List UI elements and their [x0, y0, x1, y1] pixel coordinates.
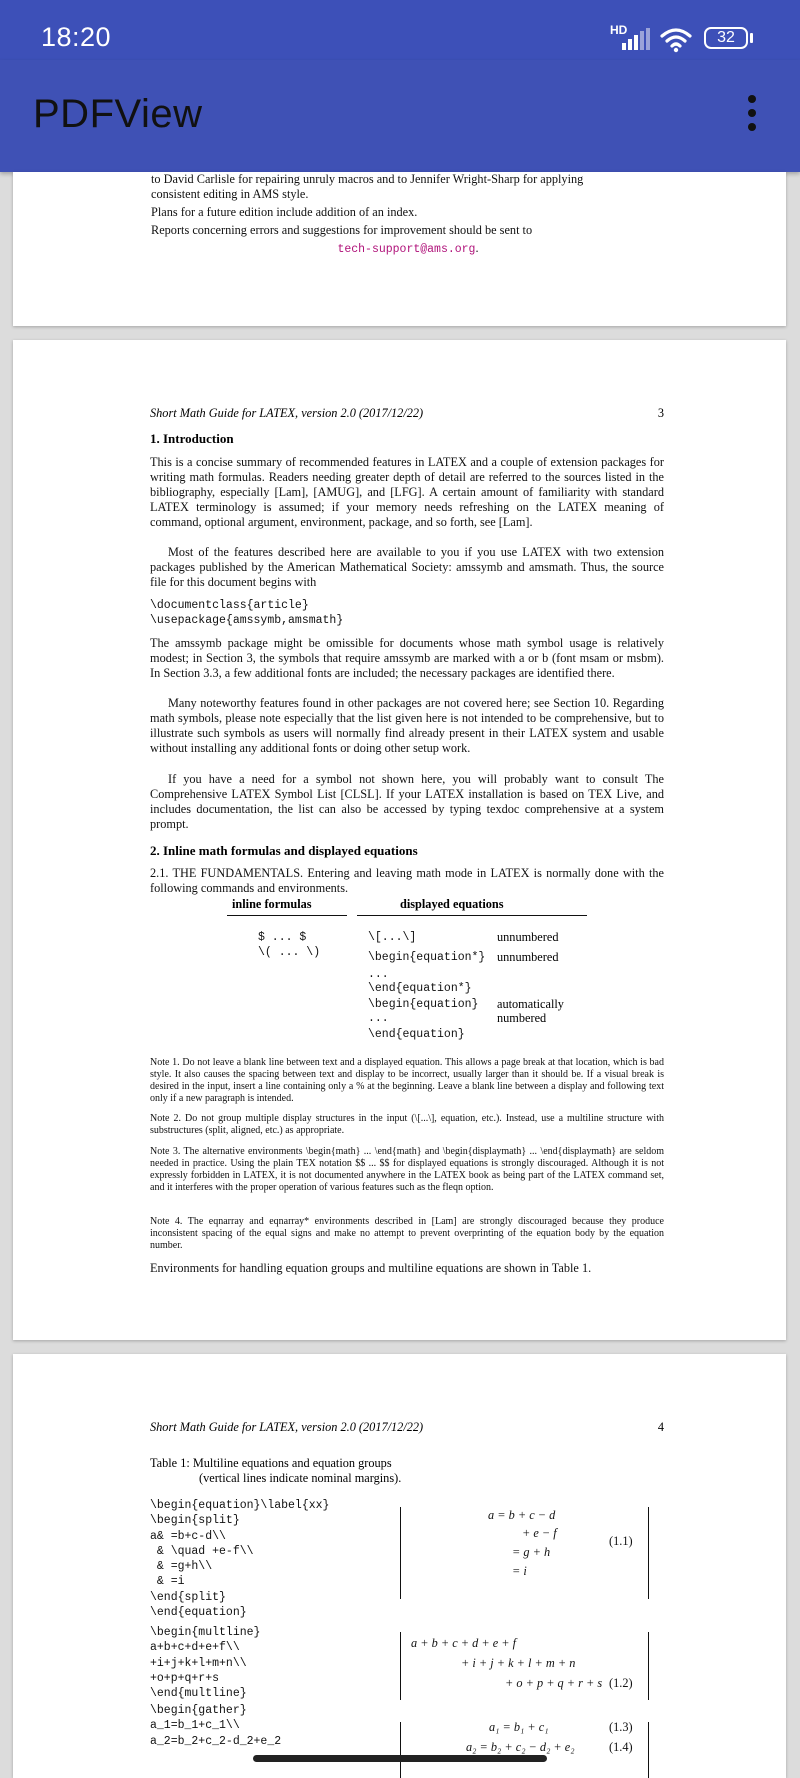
equation-number: (1.3) [609, 1720, 633, 1734]
note-2: Note 2. Do not group multiple display structures in the input (\[...\], equation, etc.). Instead, use a multiline structure with substructures (split, aligned, etc.) as appropriate. [150, 1113, 664, 1136]
display-code: \begin{equation} [368, 998, 479, 1011]
table-head-inline: inline formulas [232, 897, 312, 911]
intro-paragraph-3: The amssymb package might be omissible for documents whose math symbol usage is relatively modest; in Section 3, the symbols that require amssymb are marked with a or b (font msam or msbm). In Section 3.3, a few additional fonts are included; the necessary packages are identified there. [150, 636, 664, 680]
page2-line: Reports concerning errors and suggestions for improvement should be sent to [151, 222, 533, 237]
page2-period: . [475, 240, 479, 255]
split-line: + e − f [522, 1526, 557, 1540]
code-line: \end{equation} [150, 1606, 247, 1620]
code-line: \begin{gather} [150, 1704, 247, 1717]
app-title: PDFView [33, 92, 203, 136]
code-line: \usepackage{amssymb,amsmath} [150, 614, 344, 628]
page2-line: consistent editing in AMS style. [151, 186, 309, 201]
display-code: \end{equation} [368, 1028, 465, 1041]
status-bar [0, 0, 800, 60]
margin-line-left-1 [400, 1507, 401, 1599]
page4-header-title: Short Math Guide for LATEX, version 2.0 (2017/12/22) [150, 1420, 424, 1434]
code-gather [150, 1703, 281, 1749]
inline-formulas-column [258, 930, 320, 961]
code-line: a& =b+c-d\\ [150, 1529, 226, 1543]
table-caption-line-2: (vertical lines indicate nominal margins). [199, 1471, 402, 1485]
intro-paragraph-4: Many noteworthy features found in other packages are not covered here; see Section 10. Regarding math symbols, please note especially that the list given here is not intended to be comprehensive, but to illustrate such symbols as users will normally find already present in their LATEX system and usable without installing any additional fonts or doing other setup work. [150, 696, 664, 755]
split-line: a = b + c − d [488, 1508, 556, 1522]
equation-number: (1.1) [609, 1534, 633, 1548]
code-line: \end{multline} [150, 1687, 247, 1701]
intro-paragraph-5: If you have a need for a symbol not shown here, you will probably want to consult The Comprehensive LATEX Symbol List [CLSL]. If your LATEX installation is based on TEX Live, and includes documentation, the list can also be accessed by typing texdoc comprehensive at a system prompt. [150, 772, 664, 831]
table-rule-right [357, 915, 587, 916]
support-email-link[interactable]: tech-support@ams.org [337, 242, 476, 256]
battery-tip [750, 33, 753, 43]
code-line: +i+j+k+l+m+n\\ [150, 1656, 247, 1670]
section2-title: 2. Inline math formulas and displayed equations [150, 843, 418, 858]
code-multline [150, 1625, 260, 1701]
multline-line: + o + p + q + r + s [505, 1676, 603, 1690]
pdf-page-2 [13, 172, 786, 326]
section1-title: 1. Introduction [150, 431, 234, 446]
split-line: = g + h [512, 1545, 551, 1559]
home-indicator[interactable] [253, 1755, 547, 1762]
signal-icon [622, 28, 650, 50]
code-line: & \quad +e-f\\ [150, 1544, 254, 1558]
display-label: unnumbered [497, 930, 559, 944]
display-label: automatically [497, 997, 564, 1011]
table-caption-line-1: Table 1: Multiline equations and equation groups [150, 1456, 392, 1470]
subsection-fundamentals: 2.1. THE FUNDAMENTALS. Entering and leaving math mode in LATEX is normally done with the following commands and environments. [150, 866, 664, 895]
code-line: \documentclass{article} [150, 599, 309, 612]
code-preamble [150, 598, 343, 629]
display-code: \end{equation*} [368, 982, 472, 995]
margin-line-right-1 [648, 1507, 649, 1599]
page2-line: Plans for a future edition include addition of an index. [151, 204, 418, 219]
code-line: \begin{equation}\label{xx} [150, 1499, 330, 1512]
note-1: Note 1. Do not leave a blank line between text and a displayed equation. This allows a page break at that location, which is bad style. It also causes the spacing between text and display to be incorrect, usually larger than it should be. If a visual break is desired in the input, insert a line containing only a % at the beginning. Leave a blank line between a display and following text only if a new paragraph is intended. [150, 1057, 664, 1104]
page3-header [150, 406, 664, 421]
table-head-display: displayed equations [400, 897, 504, 911]
code-line: a+b+c+d+e+f\\ [150, 1641, 240, 1655]
inline-formula: \( ... \) [258, 946, 321, 960]
note-3: Note 3. The alternative environments \begin{math} ... \end{math} and \begin{displaymath} ... \end{displaymath} are seldom needed in practice. Using the plain TEX notation $$ ... $$ for displayed equations is strongly discouraged. Although it is not expressly forbidden in LATEX, it is not documented anywhere in the LATEX book as being part of the LATEX command set, and it interferes with the proper operation of various features such as the fleqn option. [150, 1146, 664, 1193]
pdf-page-3 [13, 340, 786, 1340]
status-time: 18:20 [41, 22, 112, 52]
app-bar [0, 60, 800, 172]
page2-line: to David Carlisle for repairing unruly macros and to Jennifer Wright-Sharp for applying [151, 172, 584, 186]
margin-line-right-3 [648, 1722, 649, 1778]
split-line: = i [512, 1564, 527, 1578]
multline-line: a + b + c + d + e + f [411, 1636, 517, 1650]
network-type-label: HD [610, 23, 628, 37]
code-line: & =g+h\\ [150, 1560, 213, 1574]
gather-line: a₁ = b₁ + c₁ [489, 1720, 549, 1734]
code-split [150, 1498, 329, 1620]
display-code: \begin{equation*} [368, 951, 486, 964]
page4-header [150, 1420, 664, 1435]
margin-line-left-3 [400, 1722, 401, 1778]
battery-icon [704, 27, 748, 49]
equation-number: (1.4) [609, 1740, 633, 1754]
inline-formula: $ ... $ [258, 931, 307, 944]
note-4: Note 4. The eqnarray and eqnarray* environments described in [Lam] are strongly discouraged because they produce inconsistent spacing of the equal signs and make no attempt to prevent overprinting of the equation body by the equation number. [150, 1216, 664, 1251]
intro-paragraph-1: This is a concise summary of recommended features in LATEX and a couple of extension packages for writing math formulas. Readers needing greater depth of detail are referred to the sources listed in the bibliography, especially [Lam], [AMUG], and [LFG]. A certain amount of familiarity with standard LATEX terminology is assumed; if your memory needs refreshing on the LATEX meaning of command, optional argument, environment, package, and so forth, see [Lam]. [150, 455, 664, 529]
more-options-icon[interactable] [744, 95, 760, 139]
code-line: \end{split} [150, 1590, 226, 1604]
page4-number: 4 [657, 1420, 664, 1434]
page3-number: 3 [657, 406, 664, 420]
code-line: a_2=b_2+c_2-d_2+e_2 [150, 1734, 282, 1748]
intro-paragraph-2: Most of the features described here are available to you if you use LATEX with two extension packages published by the American Mathematical Society: amssymb and amsmath. Thus, the source file for this document begins with [150, 545, 664, 589]
code-line: a_1=b_1+c_1\\ [150, 1719, 240, 1733]
code-line: \begin{split} [150, 1514, 240, 1528]
battery-level: 32 [717, 29, 735, 46]
page2-text [151, 172, 665, 258]
gather-line: a₂ = b₂ + c₂ − d₂ + e₂ [466, 1740, 575, 1754]
display-label: numbered [497, 1011, 547, 1025]
table-rule-left [227, 915, 347, 916]
code-line: \begin{multline} [150, 1626, 261, 1639]
display-code: ... [368, 968, 389, 981]
display-code: \[...\] [368, 931, 417, 944]
closing-paragraph: Environments for handling equation groups and multiline equations are shown in Table 1. [150, 1261, 592, 1275]
code-line: +o+p+q+r+s [150, 1671, 220, 1685]
display-code: ... [368, 1012, 389, 1025]
display-label: unnumbered [497, 950, 559, 964]
margin-line-right-2 [648, 1632, 649, 1700]
margin-line-left-2 [400, 1632, 401, 1700]
wifi-icon [660, 27, 692, 53]
equation-number: (1.2) [609, 1676, 633, 1690]
pdf-page-4 [13, 1354, 786, 1778]
multline-line: + i + j + k + l + m + n [461, 1656, 576, 1670]
code-line: & =i [150, 1575, 185, 1589]
page3-header-title: Short Math Guide for LATEX, version 2.0 (2017/12/22) [150, 406, 424, 420]
